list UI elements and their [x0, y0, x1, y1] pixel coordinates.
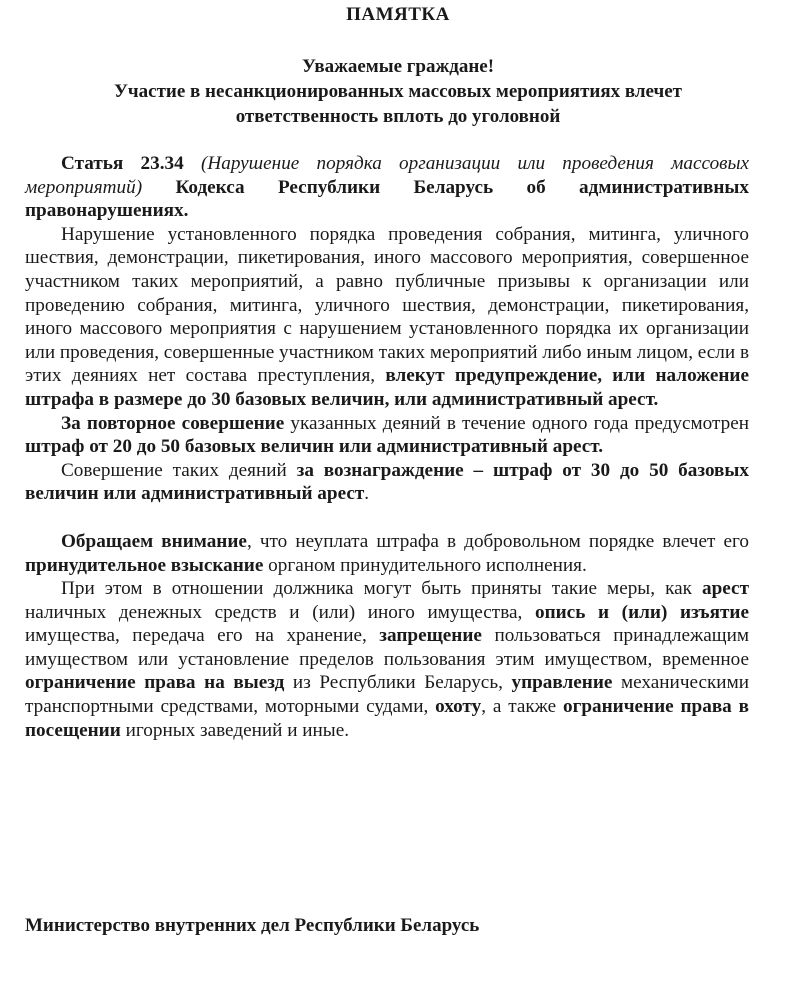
document-title: ПАМЯТКА [346, 4, 450, 25]
article-subtitle: (Нарушение порядка организации или проведения массовых мероприятий) [25, 153, 750, 198]
paragraph-repeat-offense: За повторное совершение указанных деяний в течение одного года предусмотрен штраф от 20 до 50 базовых величин или административный арест. [25, 412, 749, 458]
ministry-signature: Министерство внутренних дел Республики Беларусь [25, 915, 480, 936]
paragraph-violation: Нарушение установленного порядка проведения собрания, митинга, уличного шествия, демонстрации, пикетирования, иного массового мероприятия, совершенное участником таких мероприятий, а равно публичные призывы к организации или проведению собрания, митинга, уличного шествия, демонстрации, пикетирования, иного массового мероприятия с нарушением установленного порядка их организации или проведения, совершенные участником таких мероприятий либо иным лицом, если в этих деяниях нет состава преступления, влекут предупреждение, или наложение штрафа в размере до 30 базовых величин, или административный арест. [25, 223, 750, 410]
article-label: Статья 23.34 [61, 153, 184, 174]
paragraph-reward: Совершение таких деяний за вознаграждение – штраф от 30 до 50 базовых величин или административный арест. [25, 459, 749, 505]
code-name: Кодекса Республики Беларусь об административных правонарушениях. [25, 176, 749, 222]
article-reference [25, 152, 749, 223]
paragraph-gap [25, 506, 749, 530]
warning-heading-line-1: Участие в несанкционированных массовых мероприятиях влечет [113, 81, 682, 102]
greeting-heading: Уважаемые граждане! [301, 56, 495, 77]
paragraph-measures: При этом в отношении должника могут быть приняты такие меры, как арест наличных денежных средств и (или) иного имущества, опись и (или) изъятие имущества, передача его на хранение, запрещение пользоваться принадлежащим имуществом или установление пределов пользования этим имуществом, временное ограничение права на выезд из Республики Беларусь, управление механическими транспортными средствами, моторными судами, охоту, а также ограничение права в посещении игорных заведений и иные. [25, 578, 749, 741]
document-body [25, 152, 749, 742]
paragraph-attention: Обращаем внимание, что неуплата штрафа в добровольном порядке влечет его принудительное взыскание органом принудительного исполнения. [25, 530, 749, 576]
warning-heading-line-2: ответственность вплоть до уголовной [235, 106, 561, 127]
